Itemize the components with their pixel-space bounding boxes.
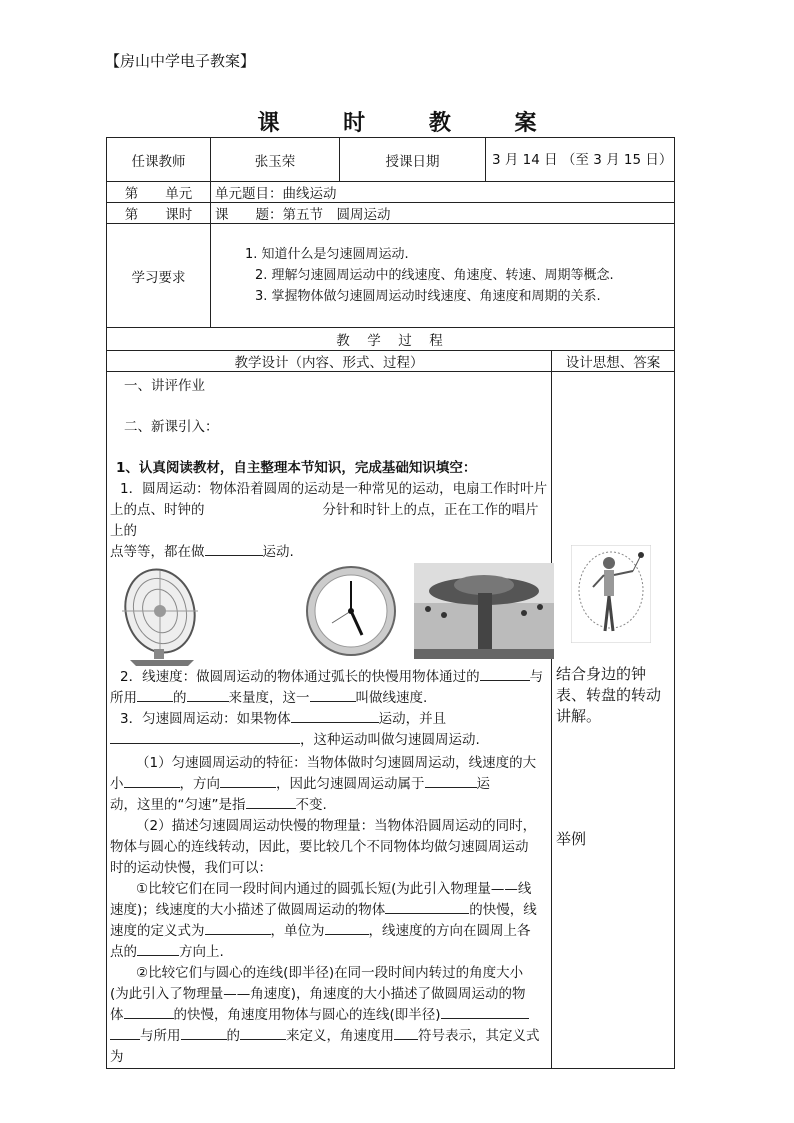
para-uniform-circular bbox=[110, 730, 549, 751]
fill-blank[interactable] bbox=[220, 774, 276, 788]
text: 速度)；线速度的大小描述了做圆周运动的物体 bbox=[110, 902, 386, 918]
para-linear-velocity bbox=[110, 688, 549, 709]
para-circular-motion bbox=[110, 542, 549, 563]
para-angular-speed-def bbox=[110, 1026, 549, 1068]
illustration-svg bbox=[110, 563, 556, 667]
fill-blank[interactable] bbox=[425, 774, 477, 788]
fill-blank[interactable] bbox=[291, 709, 379, 723]
process-title: 教 学 过 程 bbox=[107, 328, 675, 351]
note-explanation: 结合身边的钟表、转盘的转动讲解。 bbox=[556, 665, 662, 725]
note-example: 举例 bbox=[556, 830, 587, 848]
design-column-header: 教学设计（内容、形式、过程） bbox=[107, 351, 552, 372]
para-features bbox=[110, 795, 549, 816]
requirements-label: 学习要求 bbox=[107, 224, 211, 328]
text: ，线速度的方向在圆周上各 bbox=[368, 923, 531, 939]
text: ，这种运动叫做匀速圆周运动. bbox=[300, 732, 480, 748]
text: 的快慢，线 bbox=[469, 902, 537, 918]
teacher-name: 张玉荣 bbox=[211, 138, 340, 182]
text: 上的点、时钟的 bbox=[110, 502, 205, 518]
para-quantities: 物体与圆心的连线转动，因此，要比较几个不同物体均做匀速圆周运动 bbox=[110, 839, 529, 855]
fill-blank[interactable] bbox=[325, 921, 369, 935]
para-circular-motion bbox=[110, 500, 549, 542]
swinging-ball-figure-icon bbox=[571, 545, 651, 643]
para-angular-speed-def: (为此引入了物理量——角速度)，角速度的大小描述了做圆周运动的物 bbox=[110, 986, 526, 1002]
text: 体 bbox=[110, 1007, 124, 1023]
section-reading: 1、认真阅读教材，自主整理本节知识，完成基础知识填空： bbox=[116, 460, 477, 476]
teaching-design-content bbox=[107, 372, 552, 1069]
text: 的快慢，角速度用物体与圆心的连线(即半径) bbox=[173, 1007, 441, 1023]
thoughts-column-header: 设计思想、答案 bbox=[552, 351, 675, 372]
para-angular-speed-def: ②比较它们与圆心的连线(即半径)在同一段时间内转过的角度大小 bbox=[136, 965, 524, 981]
text: 动，这里的“匀速”是指 bbox=[110, 797, 246, 813]
text: 2．线速度：做圆周运动的物体通过弧长的快慢用物体通过的 bbox=[120, 669, 480, 685]
fill-blank[interactable] bbox=[480, 667, 530, 681]
teacher-label: 任课教师 bbox=[107, 138, 211, 182]
electric-fan-icon bbox=[116, 563, 203, 666]
para-quantities: （2）描述匀速圆周运动快慢的物理量：当物体沿圆周运动的同时， bbox=[136, 818, 537, 834]
section-intro: 二、新课引入： bbox=[124, 419, 219, 435]
lesson-label: 第 课时 bbox=[107, 203, 211, 224]
text: 3．匀速圆周运动：如果物体 bbox=[120, 711, 291, 727]
illustrations bbox=[110, 563, 549, 667]
requirement-item: 2. 理解匀速圆周运动中的线速度、角速度、转速、周期等概念. bbox=[255, 268, 614, 283]
fill-blank[interactable] bbox=[205, 921, 271, 935]
text: 叫做线速度. bbox=[355, 690, 428, 706]
text: 的 bbox=[226, 1028, 240, 1044]
para-linear-speed-def bbox=[110, 900, 549, 921]
text: 来量度，这一 bbox=[228, 690, 310, 706]
text: ，因此匀速圆周运动属于 bbox=[276, 776, 425, 792]
design-thoughts-column bbox=[552, 372, 675, 1069]
lesson-table bbox=[106, 137, 675, 1069]
text: 运动. bbox=[262, 544, 294, 560]
para-linear-speed-def bbox=[110, 942, 549, 963]
fill-blank[interactable] bbox=[385, 900, 469, 914]
para-angular-speed-def bbox=[110, 1005, 549, 1026]
lesson-title: 课 题：第五节 圆周运动 bbox=[211, 203, 675, 224]
para-features bbox=[110, 774, 549, 795]
fill-blank[interactable] bbox=[394, 1026, 418, 1040]
fill-blank[interactable] bbox=[205, 542, 263, 556]
fill-blank[interactable] bbox=[187, 688, 229, 702]
para-linear-velocity bbox=[110, 667, 549, 688]
fill-blank[interactable] bbox=[310, 688, 356, 702]
para-linear-speed-def bbox=[110, 921, 549, 942]
text: 方向上. bbox=[179, 944, 224, 960]
para-uniform-circular bbox=[110, 709, 549, 730]
fill-blank[interactable] bbox=[110, 730, 300, 744]
text: ，方向 bbox=[179, 776, 220, 792]
para-features: （1）匀速圆周运动的特征：当物体做时匀速圆周运动，线速度的大 bbox=[136, 755, 537, 771]
fill-blank[interactable] bbox=[110, 1026, 140, 1040]
fill-blank[interactable] bbox=[240, 1026, 286, 1040]
clock-icon bbox=[307, 567, 395, 655]
fill-blank[interactable] bbox=[181, 1026, 227, 1040]
requirements-list bbox=[211, 224, 675, 328]
text: ，单位为 bbox=[270, 923, 325, 939]
para-circular-motion: 1．圆周运动：物体沿着圆周的运动是一种常见的运动，电扇工作时叶片 bbox=[120, 481, 548, 497]
text: 与 bbox=[529, 669, 544, 685]
teaching-date: 3 月 14 日 （至 3 月 15 日） bbox=[486, 138, 675, 182]
fill-blank[interactable] bbox=[124, 1005, 174, 1019]
text: 不变. bbox=[295, 797, 327, 813]
para-quantities: 时的运动快慢，我们可以： bbox=[110, 860, 272, 876]
text: 运动，并且 bbox=[378, 711, 447, 727]
text: 符号表示，其定义式为 bbox=[110, 1028, 540, 1065]
fill-blank[interactable] bbox=[124, 774, 180, 788]
text: 点等等，都在做 bbox=[110, 544, 205, 560]
section-homework: 一、讲评作业 bbox=[124, 378, 205, 394]
date-label: 授课日期 bbox=[340, 138, 486, 182]
page-title: 课 时 教 案 bbox=[257, 111, 565, 136]
requirement-item: 1. 知道什么是匀速圆周运动. bbox=[245, 247, 409, 262]
fill-blank[interactable] bbox=[137, 688, 173, 702]
text: 的 bbox=[173, 690, 187, 706]
fill-blank[interactable] bbox=[441, 1005, 529, 1019]
fill-blank[interactable] bbox=[137, 942, 179, 956]
carousel-photo-icon bbox=[414, 563, 554, 659]
requirement-item: 3. 掌握物体做匀速圆周运动时线速度、角速度和周期的关系. bbox=[255, 289, 601, 304]
text: 运 bbox=[476, 776, 490, 792]
unit-label: 第 单元 bbox=[107, 182, 211, 203]
text: 点的 bbox=[110, 944, 137, 960]
text: 分针和时针上的点，正在工作的唱片上的 bbox=[110, 502, 539, 539]
text: 速度的定义式为 bbox=[110, 923, 205, 939]
para-linear-speed-def: ①比较它们在同一段时间内通过的圆弧长短(为此引入物理量——线 bbox=[136, 881, 532, 897]
text: 来定义，角速度用 bbox=[286, 1028, 394, 1044]
header-note: 【房山中学电子教案】 bbox=[105, 52, 256, 70]
text: 与所用 bbox=[140, 1028, 181, 1044]
unit-title: 单元题目：曲线运动 bbox=[211, 182, 675, 203]
text: 小 bbox=[110, 776, 124, 792]
text: 所用 bbox=[110, 690, 137, 706]
fill-blank[interactable] bbox=[246, 795, 296, 809]
